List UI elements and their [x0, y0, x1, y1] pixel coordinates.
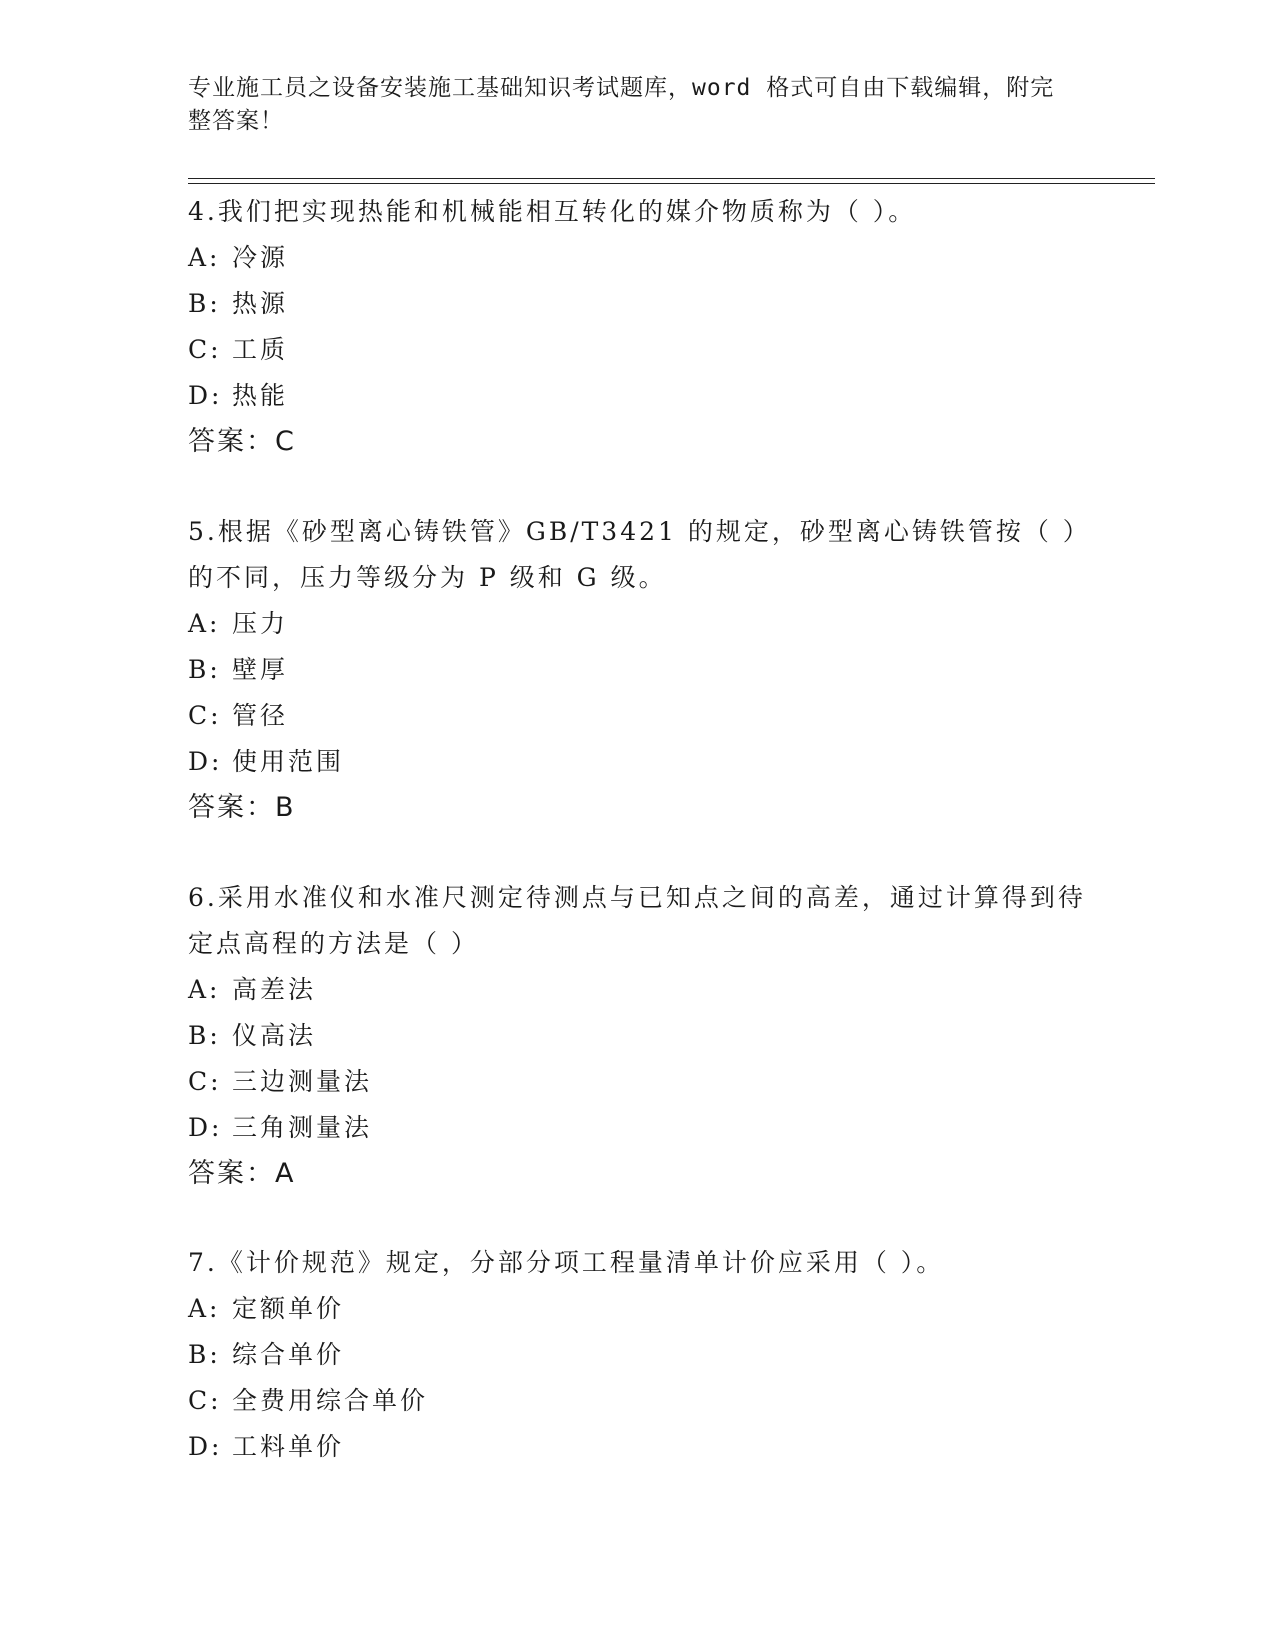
option-letter: A: [188, 975, 221, 1004]
option-c [188, 327, 1088, 373]
option-text: 三角测量法 [232, 1113, 373, 1142]
option-text: 工料单价 [232, 1432, 345, 1461]
option-text: 综合单价 [232, 1340, 345, 1369]
option-letter: B: [188, 289, 221, 318]
option-b [188, 1013, 1088, 1059]
answer-line: 答案：C [188, 426, 296, 457]
option-d [188, 1105, 1088, 1151]
option-text: 高差法 [232, 975, 317, 1004]
header-divider-top [188, 178, 1155, 179]
option-letter: B: [188, 655, 221, 684]
option-letter: D: [188, 1432, 223, 1461]
question-5 [188, 509, 1088, 831]
option-letter: B: [188, 1340, 221, 1369]
option-letter: D: [188, 1113, 223, 1142]
option-text: 冷源 [232, 243, 289, 272]
option-text: 壁厚 [232, 655, 289, 684]
option-letter: C: [188, 1067, 222, 1096]
option-c [188, 693, 1088, 739]
option-d [188, 1424, 1088, 1470]
question-stem: 6.采用水准仪和水准尺测定待测点与已知点之间的高差，通过计算得到待定点高程的方法是（ ） [188, 883, 1086, 958]
option-letter: D: [188, 747, 223, 776]
option-b [188, 281, 1088, 327]
question-7 [188, 1240, 1088, 1470]
option-letter: C: [188, 1386, 222, 1415]
option-letter: C: [188, 335, 222, 364]
question-stem: 7.《计价规范》规定，分部分项工程量清单计价应采用（ ）。 [188, 1248, 945, 1277]
option-text: 使用范围 [232, 747, 345, 776]
option-letter: A: [188, 1294, 221, 1323]
question-stem: 4.我们把实现热能和机械能相互转化的媒介物质称为（ ）。 [188, 197, 917, 226]
option-letter: D: [188, 381, 223, 410]
question-4 [188, 189, 1088, 465]
answer-line: 答案：B [188, 792, 296, 823]
option-a [188, 235, 1088, 281]
option-text: 工质 [232, 335, 289, 364]
option-letter: A: [188, 609, 221, 638]
document-header: 专业施工员之设备安装施工基础知识考试题库，word 格式可自由下载编辑，附完整答案！ [188, 75, 1055, 134]
option-a [188, 601, 1088, 647]
option-d [188, 739, 1088, 785]
option-text: 热源 [232, 289, 289, 318]
option-a [188, 1286, 1088, 1332]
option-b [188, 1332, 1088, 1378]
option-text: 管径 [232, 701, 289, 730]
option-text: 全费用综合单价 [232, 1386, 429, 1415]
option-letter: A: [188, 243, 221, 272]
option-text: 定额单价 [232, 1294, 345, 1323]
option-text: 三边测量法 [232, 1067, 373, 1096]
answer-line: 答案：A [188, 1158, 296, 1189]
option-a [188, 967, 1088, 1013]
option-letter: C: [188, 701, 222, 730]
option-text: 压力 [232, 609, 289, 638]
option-b [188, 647, 1088, 693]
question-stem: 5.根据《砂型离心铸铁管》GB/T3421 的规定，砂型离心铸铁管按（ ）的不同，压力等级分为 P 级和 G 级。 [188, 517, 1079, 592]
option-d [188, 373, 1088, 419]
option-c [188, 1059, 1088, 1105]
option-letter: B: [188, 1021, 221, 1050]
question-6 [188, 875, 1088, 1197]
option-text: 热能 [232, 381, 289, 410]
header-divider-bottom [188, 183, 1155, 184]
option-c [188, 1378, 1088, 1424]
option-text: 仪高法 [232, 1021, 317, 1050]
